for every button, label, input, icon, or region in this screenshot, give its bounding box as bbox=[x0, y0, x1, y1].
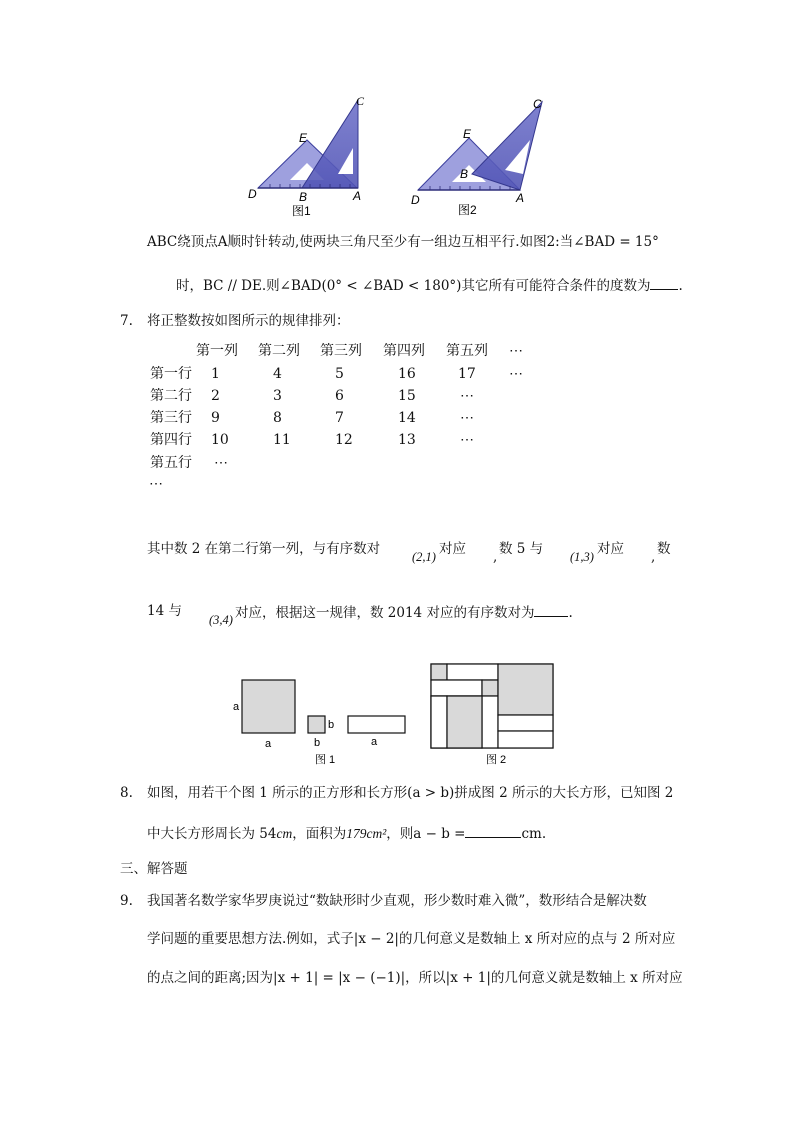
table-cell: ⋯ bbox=[460, 388, 474, 404]
label-a-bottom: a bbox=[265, 738, 272, 750]
table-cell: 8 bbox=[273, 410, 282, 426]
label-a-side: a bbox=[233, 701, 240, 713]
q7-number: 7. bbox=[120, 313, 133, 329]
label-b-bottom: b bbox=[314, 737, 321, 749]
figure-1-triangles bbox=[248, 94, 365, 218]
q7-para-1c: 数 5 与 bbox=[499, 541, 544, 557]
label-e: E bbox=[463, 127, 472, 141]
q6-line-2-text: 时，BC // DE.则∠BAD(0° < ∠BAD < 180°)其它所有可能符合条件的度数为 bbox=[176, 278, 651, 294]
col-header: 第四列 bbox=[383, 343, 425, 359]
table-cell: 1 bbox=[211, 366, 220, 382]
table-cell: ⋯ bbox=[214, 455, 228, 471]
table-cell: 12 bbox=[335, 432, 353, 448]
q7-intro: 将正整数按如图所示的规律排列： bbox=[147, 313, 350, 329]
label-d: D bbox=[248, 187, 257, 201]
q8-unit: cm bbox=[521, 826, 542, 842]
q7-comma: , bbox=[651, 549, 656, 565]
table-cell: 2 bbox=[211, 388, 220, 404]
q8-line-2 bbox=[147, 826, 546, 842]
label-b-side: b bbox=[328, 719, 335, 731]
table-trailing-dots: ⋯ bbox=[149, 476, 163, 492]
rectangle-figures bbox=[228, 660, 560, 770]
rectangle-ab bbox=[348, 716, 405, 733]
table-cell: ⋯ bbox=[460, 410, 474, 426]
q8-line-2a: 中大长方形周长为 54 bbox=[147, 826, 277, 842]
table-cell: 13 bbox=[398, 432, 416, 448]
col-header: 第二列 bbox=[258, 343, 300, 359]
q6-line-2-end: . bbox=[678, 278, 683, 294]
q8-line-1: 如图，用若干个图 1 所示的正方形和长方形(a > b)拼成图 2 所示的大长方形，已知图 2 bbox=[147, 785, 674, 801]
q6-line-1: ABC绕顶点A顺时针转动,使两块三角尺至少有一组边互相平行.如图2:当∠BAD = 15° bbox=[147, 234, 659, 250]
row-label: 第五行 bbox=[150, 455, 192, 471]
table-cell: ⋯ bbox=[509, 366, 523, 382]
q7-para-1d: 对应 bbox=[597, 541, 624, 557]
table-cell: 14 bbox=[398, 410, 416, 426]
col-header: 第五列 bbox=[446, 343, 488, 359]
figure-1-pieces bbox=[233, 680, 405, 766]
q9-number: 9. bbox=[120, 893, 133, 909]
q8-line-2-end: . bbox=[541, 826, 547, 842]
q6-line-2 bbox=[176, 278, 683, 294]
figure-2-caption: 图2 bbox=[458, 203, 477, 217]
table-cell: 17 bbox=[458, 366, 476, 382]
label-a: A bbox=[353, 189, 362, 203]
square-b bbox=[308, 716, 325, 733]
q8-line-2c: ，则a − b = bbox=[386, 826, 466, 842]
table-cell: ⋯ bbox=[460, 432, 474, 448]
q7-para-2 bbox=[235, 605, 573, 621]
col-header: ⋯ bbox=[509, 343, 523, 359]
ordered-pair: (3,4) bbox=[209, 613, 233, 627]
table-cell: 5 bbox=[335, 366, 344, 382]
col-header: 第一列 bbox=[196, 343, 238, 359]
ordered-pair: (1,3) bbox=[570, 550, 594, 564]
figure-2-assembly bbox=[431, 664, 553, 748]
label-d: D bbox=[411, 193, 420, 207]
label-e: E bbox=[299, 131, 308, 145]
label-b: B bbox=[460, 167, 469, 181]
q8-number: 8. bbox=[120, 785, 133, 801]
q8-area: 179cm² bbox=[346, 826, 387, 841]
table-cell: 7 bbox=[335, 410, 344, 426]
figure-1-caption: 图 1 bbox=[315, 754, 336, 766]
q7-para-1a: 其中数 2 在第二行第一列，与有序数对 bbox=[147, 541, 381, 557]
q8-unit-cm: cm bbox=[276, 826, 293, 841]
label-c: C bbox=[356, 94, 365, 108]
label-c: C bbox=[533, 97, 542, 111]
row-label: 第一行 bbox=[150, 366, 192, 382]
q7-para-2a: 14 与 bbox=[147, 603, 182, 619]
ordered-pair: (2,1) bbox=[412, 550, 436, 564]
table-cell: 11 bbox=[273, 432, 291, 448]
q7-para-2-text: 对应，根据这一规律，数 2014 对应的有序数对为 bbox=[235, 605, 535, 621]
triangle-figures bbox=[240, 88, 570, 223]
col-header: 第三列 bbox=[320, 343, 362, 359]
table-cell: 4 bbox=[273, 366, 282, 382]
q7-answer-blank[interactable] bbox=[534, 605, 568, 617]
q7-comma: , bbox=[493, 549, 498, 565]
table-cell: 9 bbox=[211, 410, 220, 426]
label-rect-bottom: a bbox=[371, 736, 378, 748]
figure-1-caption: 图1 bbox=[292, 204, 311, 218]
q9-line-3: 的点之间的距离;因为|x + 1| = |x − (−1)|，所以|x + 1|的几何意义就是数轴上 x 所对应 bbox=[147, 970, 683, 986]
q8-answer-blank[interactable] bbox=[465, 826, 521, 838]
table-cell: 3 bbox=[273, 388, 282, 404]
table-cell: 15 bbox=[398, 388, 416, 404]
q9-line-1: 我国著名数学家华罗庚说过“数缺形时少直观，形少数时难入微”，数形结合是解决数 bbox=[147, 893, 647, 909]
section-title: 三、解答题 bbox=[120, 861, 188, 877]
q9-line-2: 学问题的重要思想方法.例如，式子|x − 2|的几何意义是数轴上 x 所对应的点与 2 所对应 bbox=[147, 931, 676, 947]
row-label: 第四行 bbox=[150, 432, 192, 448]
table-cell: 6 bbox=[335, 388, 344, 404]
figure-2-caption: 图 2 bbox=[486, 754, 507, 766]
label-b: B bbox=[299, 190, 308, 204]
row-label: 第二行 bbox=[150, 388, 192, 404]
q7-para-1e: 数 bbox=[657, 541, 671, 557]
table-cell: 10 bbox=[211, 432, 229, 448]
figure-2-triangles bbox=[411, 97, 542, 217]
label-a: A bbox=[516, 191, 525, 205]
q8-line-2b: ，面积为 bbox=[292, 826, 347, 842]
square-a bbox=[242, 680, 295, 733]
q6-answer-blank[interactable] bbox=[650, 278, 678, 290]
table-cell: 16 bbox=[398, 366, 416, 382]
q7-para-2-end: . bbox=[568, 605, 573, 621]
q7-para-1b: 对应 bbox=[439, 541, 466, 557]
row-label: 第三行 bbox=[150, 410, 192, 426]
